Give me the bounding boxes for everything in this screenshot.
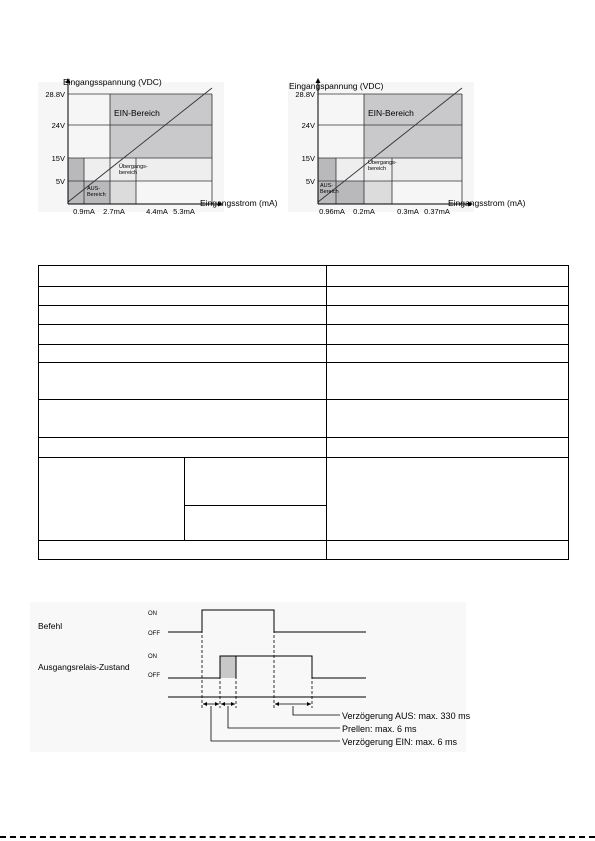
table-row [39,345,569,363]
off-region-extension [364,181,392,204]
table-row [39,458,569,506]
threshold-chart-2 [280,78,505,218]
table-cell [39,458,185,541]
table-cell [327,400,569,438]
table-row [39,287,569,306]
on-region-label: EIN-Bereich [368,108,414,118]
y-axis-title: Eingangspannung (VDC) [289,81,384,91]
transition-region [336,158,462,181]
table-cell [39,266,327,287]
on-label: ON [148,611,157,617]
x-tick-label: 0.96mA [319,207,345,216]
relay-signal-label: Ausgangsrelais-Zustand [38,662,130,672]
specification-table [38,265,569,560]
y-tick-label: 15V [301,154,315,163]
delay-on-label: Verzögerung EIN: max. 6 ms [342,737,458,747]
table-cell [327,541,569,560]
table-cell [39,345,327,363]
table-row [39,541,569,560]
off-region-label: AUS-Bereich [320,183,339,196]
table-row [39,325,569,345]
y-axis-title: Eingangsspannung (VDC) [63,77,162,87]
table-cell [39,325,327,345]
table-row [39,400,569,438]
table-row [39,363,569,400]
y-tick-label: 28.8V [45,90,65,99]
y-tick-label: 24V [301,121,315,130]
table-cell [39,541,327,560]
table-row [39,438,569,458]
y-tick-label: 24V [51,121,65,130]
table-cell [327,345,569,363]
table-cell [185,506,327,541]
off-region-extension [110,181,136,204]
table-cell [327,306,569,325]
table-row [39,266,569,287]
x-tick-label: 0.3mA [397,207,419,216]
table-cell [39,306,327,325]
off-region-label: AUS-Bereich [87,186,106,199]
x-tick-label: 4.4mA [146,207,168,216]
table-cell [39,363,327,400]
transition-region [84,158,212,181]
page-edge-dashes [0,836,595,838]
threshold-chart-1 [30,78,255,218]
on-label: ON [148,654,157,660]
transition-region-label: Übergangs-bereich [119,164,148,177]
on-region [110,94,212,158]
off-label: OFF [148,631,160,637]
y-tick-label: 28.8V [295,90,315,99]
bounce-area [220,656,236,678]
command-signal-label: Befehl [38,621,63,631]
y-tick-label: 5V [55,177,65,186]
table-cell [327,325,569,345]
table-cell [39,438,327,458]
on-region [364,94,462,158]
x-tick-label: 0.9mA [73,207,95,216]
timing-diagram [0,600,595,760]
table-cell [327,266,569,287]
off-label: OFF [148,673,160,679]
table-cell [327,438,569,458]
x-axis-title: Eingangsstrom (mA) [200,198,278,208]
x-tick-label: 0.2mA [353,207,375,216]
on-region-label: EIN-Bereich [114,108,160,118]
x-tick-label: 5.3mA [173,207,195,216]
y-tick-label: 5V [305,177,315,186]
table-cell [327,363,569,400]
table-cell [39,400,327,438]
table-cell [327,458,569,541]
table-row [39,306,569,325]
x-axis-title: Eingangsstrom (mA) [448,198,526,208]
bounce-label: Prellen: max. 6 ms [342,724,417,734]
table-cell [39,287,327,306]
table-cell [327,287,569,306]
delay-off-label: Verzögerung AUS: max. 330 ms [342,711,471,721]
transition-region-label: Übergangs-bereich [368,160,397,173]
y-tick-label: 15V [51,154,65,163]
table-cell [185,458,327,506]
x-tick-label: 0.37mA [424,207,450,216]
x-tick-label: 2.7mA [103,207,125,216]
